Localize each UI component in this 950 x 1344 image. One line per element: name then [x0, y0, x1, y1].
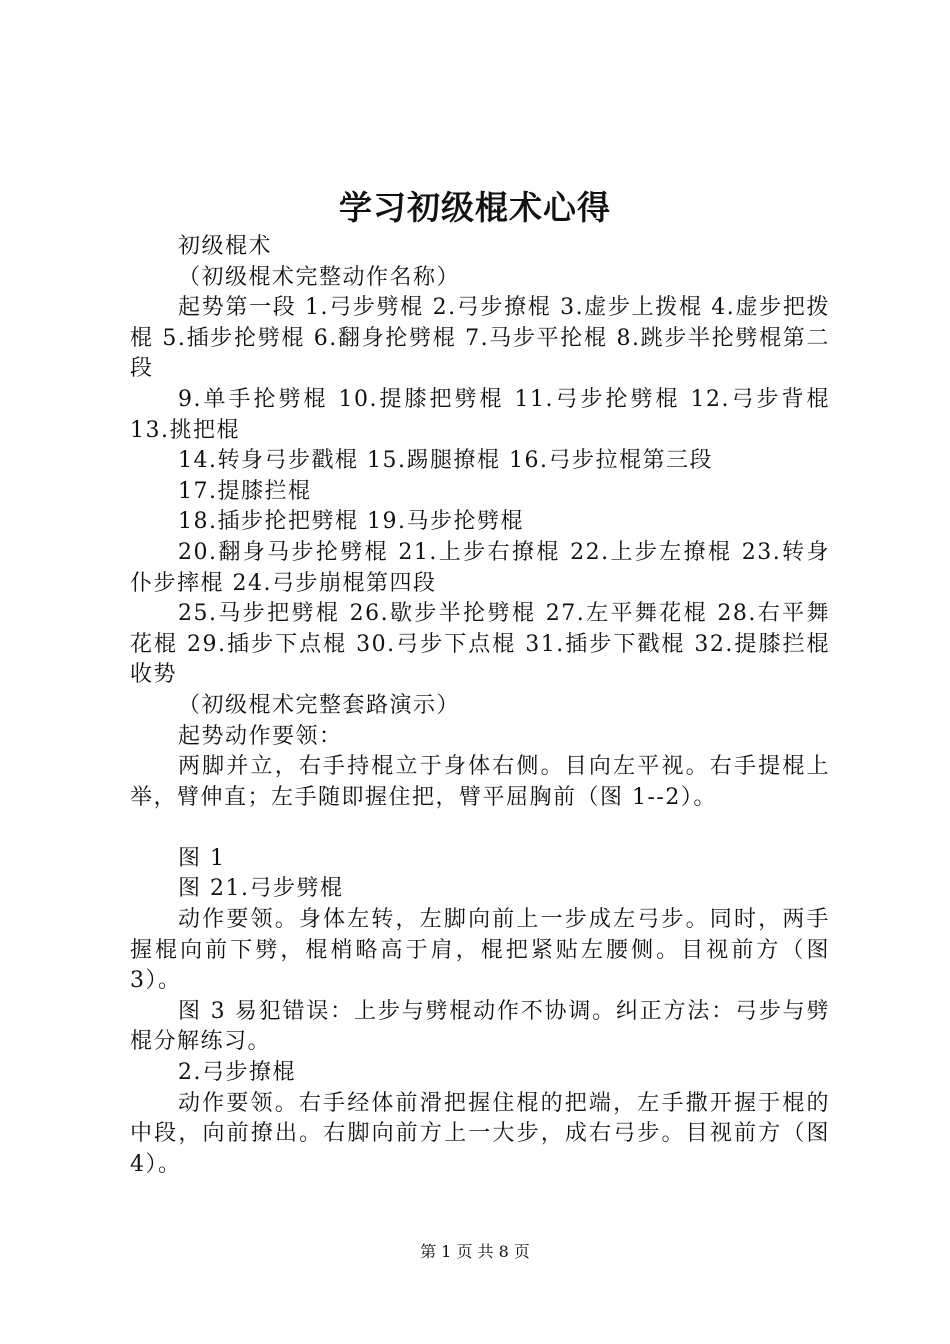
paragraph: 2.弓步撩棍: [178, 1060, 296, 1086]
paragraph: 20.翻身马步抡劈棍 21.上步右撩棍 22.上步左撩棍 23.转身仆步摔棍 24.弓步崩棍第四段: [130, 539, 830, 596]
paragraph: 17.提膝拦棍: [178, 478, 312, 504]
paragraph: 动作要领。身体左转，左脚向前上一步成左弓步。同时，两手握棍向前下劈，棍梢略高于肩，棍把紧贴左腰侧。目视前方（图 3）。: [130, 907, 830, 994]
paragraph: 25.马步把劈棍 26.歇步半抡劈棍 27.左平舞花棍 28.右平舞花棍 29.插步下点棍 30.弓步下点棍 31.插步下戳棍 32.提膝拦棍收势: [130, 601, 830, 688]
paragraph: 起势动作要领：: [178, 723, 343, 749]
document-title: 学习初级棍术心得: [339, 188, 611, 227]
paragraph: 9.单手抡劈棍 10.提膝把劈棍 11.弓步抡劈棍 12.弓步背棍 13.挑把棍: [130, 386, 830, 443]
paragraph: 18.插步抡把劈棍 19.马步抡劈棍: [178, 509, 524, 535]
paragraph: 图 3 易犯错误：上步与劈棍动作不协调。纠正方法：弓步与劈棍分解练习。: [130, 998, 830, 1055]
document-body: [130, 232, 830, 1180]
page-footer: 第 1 页 共 8 页: [420, 1242, 530, 1261]
paragraph: （初级棍术完整套路演示）: [178, 692, 461, 718]
paragraph: 图 21.弓步劈棍: [178, 876, 344, 902]
paragraph: 动作要领。右手经体前滑把握住棍的把端，左手撒开握于棍的中段，向前撩出。右脚向前方上一大步，成右弓步。目视前方（图 4）。: [130, 1090, 830, 1177]
paragraph: 起势第一段 1.弓步劈棍 2.弓步撩棍 3.虚步上拨棍 4.虚步把拨棍 5.插步抡劈棍 6.翻身抡劈棍 7.马步平抡棍 8.跳步半抡劈棍第二段: [130, 295, 830, 382]
paragraph: 图 1: [178, 845, 226, 871]
paragraph: 两脚并立，右手持棍立于身体右侧。目向左平视。右手提棍上举，臂伸直；左手随即握住把，臂平屈胸前（图 1--2）。: [130, 754, 830, 810]
paragraph: （初级棍术完整动作名称）: [178, 264, 461, 290]
paragraph: 14.转身弓步戳棍 15.踢腿撩棍 16.弓步拉棍第三段: [178, 448, 713, 474]
paragraph: 初级棍术: [178, 234, 273, 259]
